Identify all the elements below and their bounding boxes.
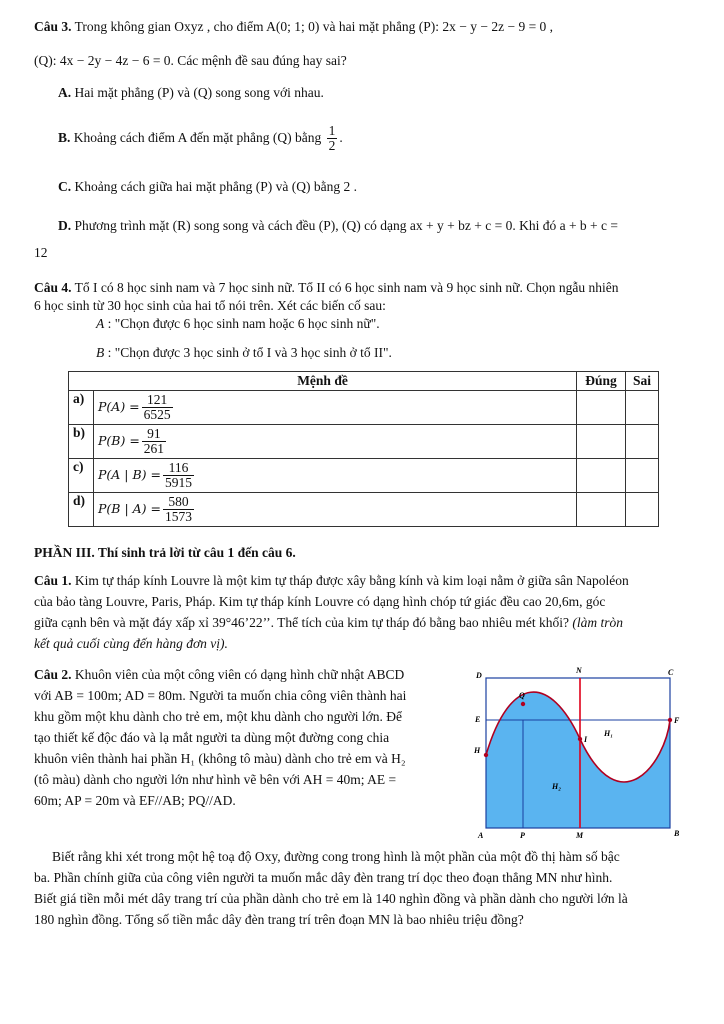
false-cell[interactable]	[626, 391, 659, 425]
numerator: 116	[163, 461, 194, 476]
fraction	[163, 461, 194, 490]
numerator: 121	[142, 393, 173, 408]
q3-label: Câu 3.	[34, 19, 72, 34]
point-i	[578, 737, 582, 741]
label-h2: H₂	[552, 782, 562, 791]
q3-option-d	[58, 218, 618, 234]
q3-b-fraction	[327, 124, 338, 153]
q3-d-cont: 12	[34, 245, 48, 260]
denominator: 6525	[143, 407, 171, 422]
denominator: 1573	[164, 509, 192, 524]
row-label: b)	[69, 425, 94, 459]
q3-c-label: C.	[58, 179, 72, 194]
label-q: Q	[519, 691, 525, 700]
q3-b-denominator: 2	[328, 138, 336, 154]
q3-option-c	[58, 179, 357, 195]
label-a: A	[478, 831, 484, 840]
q3-line1	[34, 19, 553, 35]
denominator: 5915	[164, 475, 192, 490]
q4-text-2: 6 học sinh từ 30 học sinh của hai tổ nói trên. Xét các biến cố sau:	[34, 298, 386, 313]
p3q1-text-2: của bảo tàng Louvre, Paris, Pháp. Kim tự tháp kính Louvre có dạng hình chóp tứ giác đều cao 20,6m, góc	[34, 594, 606, 609]
p3q2-l2: với AB = 100m; AD = 80m. Người ta muốn chia công viên thành hai	[34, 688, 407, 703]
label-m: M	[576, 831, 584, 840]
true-cell[interactable]	[577, 425, 626, 459]
p3q2-p1: Biết rằng khi xét trong một hệ toạ độ Oxy, đường cong trong hình là một phần của một đồ thị hàm số bậc	[52, 849, 620, 864]
point-h	[484, 753, 488, 757]
expr: P(B | A) =	[98, 500, 161, 516]
q4-line1	[34, 280, 618, 296]
q4-event-b-name: B	[96, 345, 105, 360]
q4-event-b-text: : "Chọn được 3 học sinh ở tổ I và 3 học sinh ở tổ II".	[107, 345, 392, 360]
table-row	[69, 459, 659, 493]
expr: P(A | B) =	[98, 466, 161, 482]
false-cell[interactable]	[626, 425, 659, 459]
p3q2-l6: (tô màu) dành cho người lớn như hình vẽ bên với AH = 40m; AE =	[34, 772, 397, 787]
q3-a-label: A.	[58, 85, 72, 100]
label-n: N	[576, 666, 582, 675]
expr: P(B) =	[98, 432, 140, 448]
p3q2-label: Câu 2.	[34, 667, 72, 682]
header-false: Sai	[626, 372, 659, 391]
header-true: Đúng	[577, 372, 626, 391]
p3q1-line3	[34, 615, 623, 631]
p3q2-l1: Khuôn viên của một công viên có dạng hình chữ nhật ABCD	[74, 667, 405, 682]
q3-b-label: B.	[58, 129, 71, 145]
q3-intro-2: (Q): 4x − 2y − 4z − 6 = 0. Các mệnh đề sau đúng hay sai?	[34, 53, 347, 68]
q3-b-end: .	[339, 129, 343, 145]
p3q2-l3: khu gồm một khu dành cho trẻ em, một khu dành cho người lớn. Để	[34, 709, 403, 724]
fraction	[142, 427, 166, 456]
label-f: F	[674, 716, 680, 725]
park-figure	[470, 664, 690, 844]
label-p: P	[520, 831, 525, 840]
q4-label: Câu 4.	[34, 280, 72, 295]
label-c: C	[668, 668, 674, 677]
point-f	[668, 718, 672, 722]
p3q2-line1	[34, 667, 404, 683]
p3q2-l5: khuôn viên thành hai phần H₁ (không tô màu) dành cho trẻ em và H₂	[34, 751, 406, 766]
numerator: 91	[142, 427, 166, 442]
label-h: H	[474, 746, 481, 755]
p3q2-p2: ba. Phần chính giữa của công viên người ta muốn mắc dây đèn trang trí dọc theo đoạn thẳng MN như hình.	[34, 870, 613, 885]
row-label: d)	[69, 493, 94, 527]
q4-text-1: Tổ I có 8 học sinh nam và 7 học sinh nữ. Tổ II có 6 học sinh nam và 9 học sinh nữ. Chọn ngẫu nhiên	[74, 280, 619, 295]
false-cell[interactable]	[626, 459, 659, 493]
p3q1-text-3-italic: (làm tròn	[572, 615, 624, 630]
table-header-row	[69, 372, 659, 391]
p3q1-text-1: Kim tự tháp kính Louvre là một kim tự tháp được xây bằng kính và kim loại nằm ở giữa sân Napoléon	[74, 573, 629, 588]
expr: P(A) =	[98, 398, 140, 414]
p3q1-line1	[34, 573, 629, 589]
point-q	[521, 702, 525, 706]
fraction	[163, 495, 194, 524]
p3q2-p3: Biết giá tiền mỗi mét dây trang trí của phần dành cho trẻ em là 140 nghìn đồng và phần dành cho người lớn là	[34, 891, 628, 906]
q3-option-b	[58, 124, 343, 153]
label-e: E	[475, 715, 481, 724]
q4-table	[68, 371, 659, 527]
row-expression	[94, 493, 577, 527]
table-row	[69, 493, 659, 527]
p3q2-p4: 180 nghìn đồng. Tổng số tiền mắc dây đèn trang trí trên đoạn MN là bao nhiêu triệu đồng?	[34, 912, 524, 927]
q4-event-a	[96, 316, 380, 332]
q3-d-text: Phương trình mặt (R) song song và cách đều (P), (Q) có dạng ax + y + bz + c = 0. Khi đó a + b + c =	[74, 218, 619, 233]
numerator: 580	[163, 495, 194, 510]
true-cell[interactable]	[577, 391, 626, 425]
row-label: c)	[69, 459, 94, 493]
header-statement: Mệnh đề	[69, 372, 577, 391]
true-cell[interactable]	[577, 459, 626, 493]
p3q1-text-4: kết quả cuối cùng đến hàng đơn vị).	[34, 636, 228, 651]
row-expression	[94, 459, 577, 493]
p3q1-label: Câu 1.	[34, 573, 72, 588]
table-row	[69, 391, 659, 425]
q4-event-b	[96, 345, 392, 361]
label-h1: H₁	[604, 729, 614, 738]
false-cell[interactable]	[626, 493, 659, 527]
q4-event-a-name: A	[96, 316, 105, 331]
p3q2-l4: tạo thiết kế độc đáo và lạ mắt người ta dùng một đường cong chia	[34, 730, 390, 745]
q3-intro-1: Trong không gian Oxyz , cho điểm A(0; 1; 0) và hai mặt phẳng (P): 2x − y − 2z − 9 = 0 ,	[74, 19, 554, 34]
row-expression	[94, 391, 577, 425]
q3-c-text: Khoảng cách giữa hai mặt phẳng (P) và (Q) bằng 2 .	[74, 179, 357, 194]
q3-d-label: D.	[58, 218, 72, 233]
h2-region	[486, 692, 670, 828]
q3-b-numerator: 1	[328, 123, 336, 138]
q4-event-a-text: : "Chọn được 6 học sinh nam hoặc 6 học sinh nữ".	[107, 316, 380, 331]
label-d: D	[476, 671, 482, 680]
row-label: a)	[69, 391, 94, 425]
fraction	[142, 393, 173, 422]
q3-a-text: Hai mặt phẳng (P) và (Q) song song với nhau.	[74, 85, 324, 100]
p3q1-text-3: giữa cạnh bên và mặt đáy xấp xỉ 39°46’22’’. Thể tích của kim tự tháp đó bằng bao nhiêu mét khối?	[34, 615, 570, 630]
denominator: 261	[143, 441, 165, 456]
row-expression	[94, 425, 577, 459]
p3q2-l7: 60m; AP = 20m và EF//AB; PQ//AD.	[34, 793, 236, 808]
q3-option-a	[58, 85, 324, 101]
q3-b-text: Khoảng cách điểm A đến mặt phẳng (Q) bằng	[73, 129, 322, 145]
true-cell[interactable]	[577, 493, 626, 527]
part3-title: PHẦN III. Thí sinh trả lời từ câu 1 đến câu 6.	[34, 545, 296, 560]
label-i: I	[584, 735, 588, 744]
table-row	[69, 425, 659, 459]
label-b: B	[674, 829, 680, 838]
